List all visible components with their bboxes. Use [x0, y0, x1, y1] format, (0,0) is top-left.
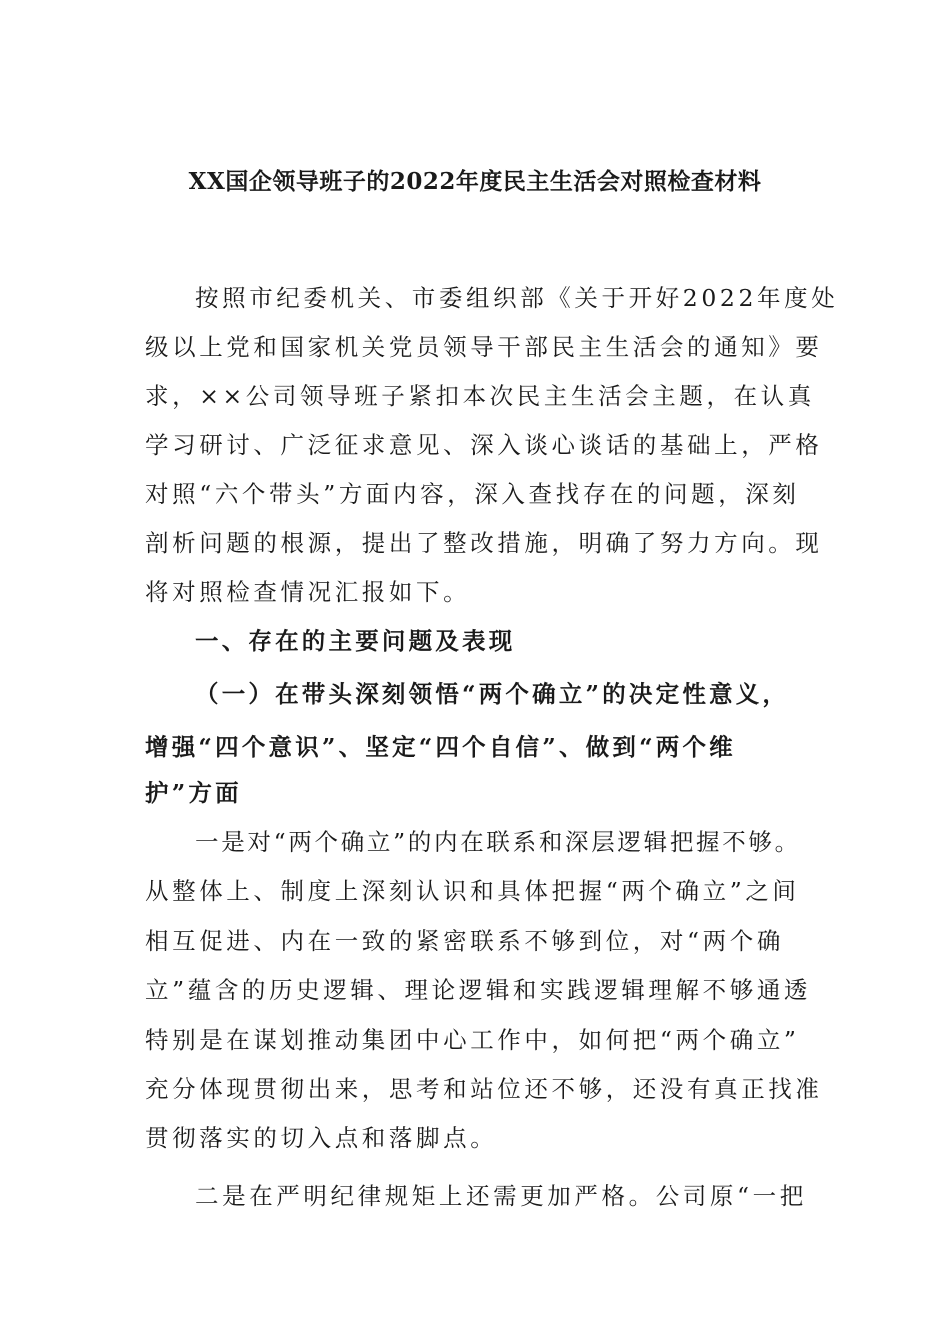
- subsection-heading-line: 护”方面: [145, 779, 242, 807]
- intro-line: 剖析问题的根源，提出了整改措施，明确了努力方向。现: [145, 529, 823, 557]
- paragraph-line: 一是对“两个确立”的内在联系和深层逻辑把握不够。: [195, 828, 801, 856]
- intro-line: 将对照检查情况汇报如下。: [145, 578, 471, 606]
- intro-line: 级以上党和国家机关党员领导干部民主生活会的通知》要: [145, 333, 823, 361]
- paragraph-line: 特别是在谋划推动集团中心工作中，如何把“两个确立”: [145, 1026, 800, 1054]
- subsection-heading-line: 增强“四个意识”、坚定“四个自信”、做到“两个维: [145, 733, 736, 761]
- intro-line: 学习研讨、广泛征求意见、深入谈心谈话的基础上，严格: [145, 431, 823, 459]
- paragraph-line: 二是在严明纪律规矩上还需更加严格。公司原“一把: [195, 1182, 807, 1210]
- paragraph-line: 充分体现贯彻出来，思考和站位还不够，还没有真正找准: [145, 1075, 823, 1103]
- section-heading: 一、存在的主要问题及表现: [195, 627, 516, 655]
- intro-line: 按照市纪委机关、市委组织部《关于开好2022年度处: [195, 284, 839, 312]
- paragraph-line: 相互促进、内在一致的紧密联系不够到位，对“两个确: [145, 927, 784, 955]
- intro-line: 求，××公司领导班子紧扣本次民主生活会主题，在认真: [145, 382, 815, 410]
- paragraph-line: 贯彻落实的切入点和落脚点。: [145, 1124, 498, 1152]
- document-title: XX国企领导班子的2022年度民主生活会对照检查材料: [188, 168, 762, 195]
- subsection-heading-line: （一）在带头深刻领悟“两个确立”的决定性意义，: [195, 680, 790, 708]
- paragraph-line: 立”蕴含的历史逻辑、理论逻辑和实践逻辑理解不够通透: [145, 976, 812, 1004]
- intro-line: 对照“六个带头”方面内容，深入查找存在的问题，深刻: [145, 480, 800, 508]
- paragraph-line: 从整体上、制度上深刻认识和具体把握“两个确立”之间: [145, 877, 800, 905]
